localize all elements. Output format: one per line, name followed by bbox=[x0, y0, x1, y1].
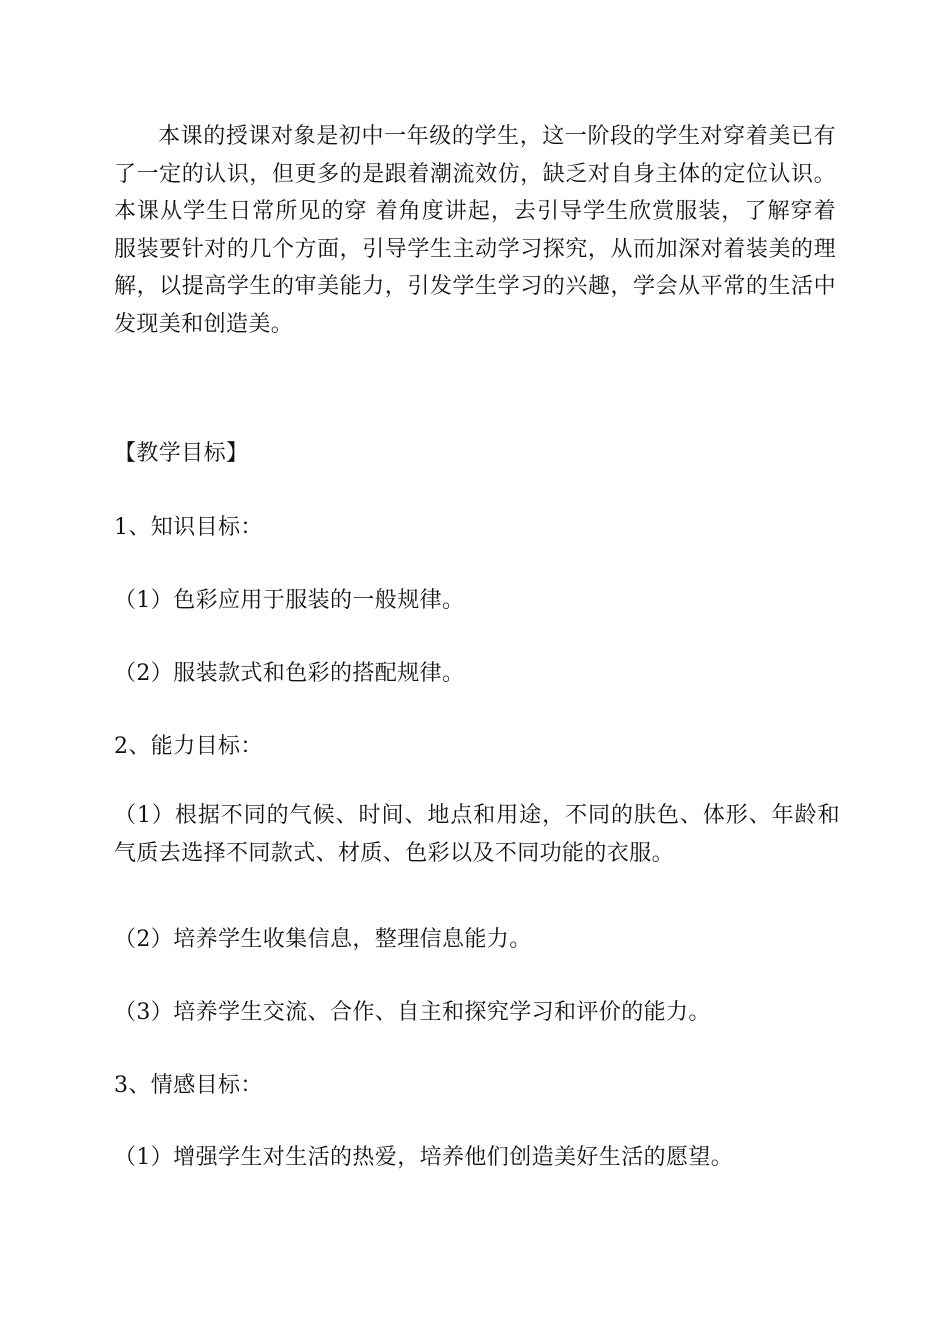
ability-goal-item: （3）培养学生交流、合作、自主和探究学习和评价的能力。 bbox=[114, 1000, 711, 1025]
knowledge-goal-item: （2）服装款式和色彩的搭配规律。 bbox=[114, 661, 465, 686]
ability-goal-item: （1）根据不同的气候、时间、地点和用途，不同的肤色、体形、年龄和气质去选择不同款式、材质、色彩以及不同功能的衣服。 bbox=[114, 803, 840, 866]
intro-paragraph: 本课的授课对象是初中一年级的学生，这一阶段的学生对穿着美已有了一定的认识，但更多的是跟着潮流效仿，缺乏对自身主体的定位认识。本课从学生日常所见的穿 着角度讲起，去引导学生欣赏服装，了解穿着服装要针对的几个方面，引导学生主动学习探究，从而加深对着装美的理解，以提高学生的审美能力，引发学生学习的兴趣，学会从平常的生活中发现美和创造美。 bbox=[114, 124, 836, 337]
knowledge-goals-title: 1、知识目标： bbox=[114, 515, 263, 540]
knowledge-goal-item: （1）色彩应用于服装的一般规律。 bbox=[114, 588, 465, 613]
ability-goal-item: （2）培养学生收集信息，整理信息能力。 bbox=[114, 927, 532, 952]
section-heading-teaching-goals: 【教学目标】 bbox=[114, 441, 249, 466]
emotion-goals-title: 3、情感目标： bbox=[114, 1073, 263, 1098]
emotion-goal-item: （1）增强学生对生活的热爱，培养他们创造美好生活的愿望。 bbox=[114, 1145, 734, 1170]
ability-goals-title: 2、能力目标： bbox=[114, 734, 263, 759]
